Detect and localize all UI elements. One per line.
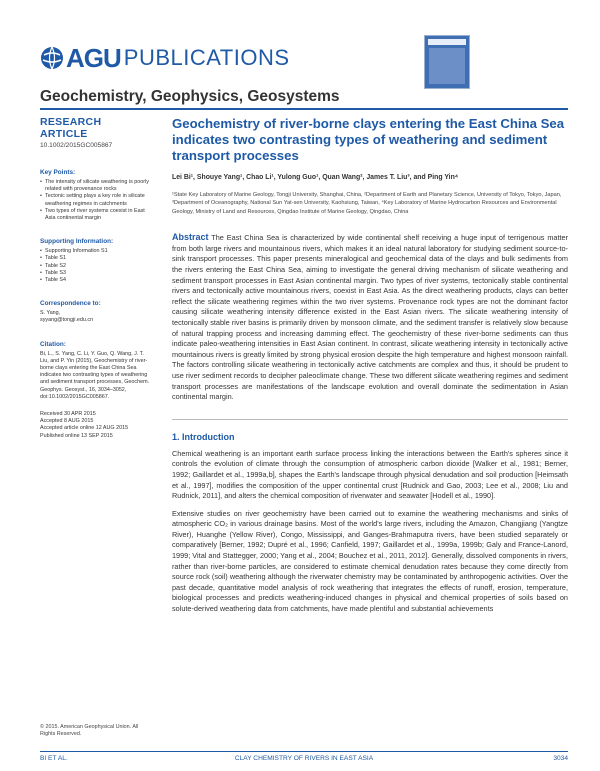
supporting-info-list (40, 248, 150, 284)
supporting-info-link[interactable]: • Table S4 (40, 277, 150, 284)
date-published: Published online 13 SEP 2015 (40, 432, 113, 439)
key-points-list (40, 179, 150, 222)
page-number: 3034 (553, 755, 568, 762)
article-type: RESEARCH ARTICLE (40, 116, 102, 140)
section-divider (172, 419, 568, 420)
supporting-info-link[interactable]: • Table S2 (40, 263, 150, 270)
abstract-block (172, 232, 568, 403)
date-accepted-online: Accepted article online 12 AUG 2015 (40, 425, 129, 432)
supporting-info-link[interactable]: • Supporting Information S1 (40, 248, 150, 255)
footer-running-title: CLAY CHEMISTRY OF RIVERS IN EAST ASIA (234, 755, 374, 762)
key-point: • The intensity of silicate weathering is poorly related with provenance rocks (40, 179, 150, 193)
article-authors: Lei Bi¹, Shouye Yang¹, Chao Li¹, Yulong Guo¹, Quan Wang², James T. Liu³, and Ping Yin⁴ (172, 174, 459, 181)
logo-agu-text: AGU (66, 42, 121, 73)
article-affiliations: ¹State Key Laboratory of Marine Geology, Tongji University, Shanghai, China, ²Department of Earth and Planetary Science, University of Tokyo, Tokyo, Japan, ³Department of Oceanography, National Sun Yat-sen University, Kaohsiung, Taiwan, ⁴Key Laboratory of Marine Hydrocarbon Resources and Environmental Geology, Ministry of Land and Resources, Qingdao Institute of Marine Geology, Qingdao, China (172, 192, 562, 215)
article-main (172, 116, 568, 615)
article-title: Geochemistry of river-borne clays entering the East China Sea indicates two contrasting types of weathering and sediment transport processes (172, 116, 565, 163)
supporting-info-link[interactable]: • Table S1 (40, 255, 150, 262)
abstract-label: Abstract (172, 232, 209, 243)
publication-dates (40, 411, 150, 440)
key-point: • Tectonic setting plays a key role in silicate weathering regimes in catchments (40, 193, 150, 207)
header-rule (40, 108, 568, 110)
globe-icon (40, 46, 64, 70)
journal-name: Geochemistry, Geophysics, Geosystems (40, 88, 340, 105)
correspondence-heading: Correspondence to: (40, 300, 101, 308)
logo-publications-text: PUBLICATIONS (123, 45, 290, 70)
article-sidebar (40, 116, 150, 440)
supporting-info-link[interactable]: • Table S3 (40, 270, 150, 277)
correspondence-text: S. Yang, syyang@tongji.edu.cn (40, 310, 94, 324)
supporting-info-heading: Supporting Information: (40, 238, 114, 246)
date-accepted: Accepted 8 AUG 2015 (40, 418, 94, 425)
section-heading: 1. Introduction (172, 431, 235, 442)
citation-heading: Citation: (40, 340, 66, 348)
citation-text: Bi, L., S. Yang, C. Li, Y. Guo, Q. Wang, J. T. Liu, and P. Yin (2015), Geochemistry of river-borne clays entering the East China Sea indicates two contrasting types of weathering and sediment transport processes, Geochem. Geophys. Geosyst., 16, 3034–3052, doi:10.1002/2015GC005867. (40, 350, 150, 400)
key-points-heading: Key Points: (40, 169, 76, 176)
body-paragraph: Extensive studies on river geochemistry have been carried out to examine the weathering mechanisms and sinks of atmospheric CO₂ in various drainage basins. Most of the world's large rivers, including the Amazon, Changjiang (Yangtze River), Huanghe (Yellow River), Congo, Mississippi, and Ganges-Brahmaputra rivers, have been studied separately or comparatively [Berner, 1992; Dupré et al., 1996; Canfield, 1997; Gaillardet et al., 1999a, 1999b; Galy and France-Lanord, 1999; Vital and Stattegger, 2000; Yang et al., 2004; Bouchez et al., 2011, 2012]. Generally, dissolved components in rivers, rather than river-borne particles, are considered to estimate chemical denudation rates because they come directly from source rock (soil) weathering although the riverwater chemistry may be contaminated by anthropogenic activities. Over the past decade, quantitative model analysis of rock weathering that integrates the effects of runoff, erosion, temperature, biological processes and predicts weathering-induced changes in physical and chemical properties of soils based on solute-derived weathering data from catchments, have made plentiful and substantial achievements (172, 508, 568, 614)
copyright-notice: © 2015. American Geophysical Union. All Rights Reserved. (40, 724, 139, 738)
date-received: Received 30 APR 2015 (40, 411, 96, 418)
agu-publications-logo (40, 42, 290, 74)
journal-cover-thumbnail (424, 35, 470, 89)
footer-rule (40, 751, 568, 752)
footer-authors: BI ET AL. (40, 755, 68, 762)
abstract-text: The East China Sea is characterized by wide continental shelf receiving a huge input of terrigenous matter from both large rivers and mountainous rivers, which makes it an ideal natural laboratory for studying sediment source-to-sink transport processes. This paper presents mineralogical and geochemical data of the clays and bulk sediments from the rivers entering the East China Sea, aiming to investigate the general driving mechanism of silicate weathering and sediment transport processes in East Asian continental margin. Two types of river systems, tectonically stable continental rivers and tectonically active mountainous rivers, coexist in East Asia. As the direct weathering products, clays can better reflect the silicate weathering regimes within the two river systems. Provenance rock types are not the dominant factor causing silicate weathering intensity difference existed in the East Asian rivers. The silicate weathering intensity of tectonically stable river basins is primarily driven by monsoon climate, and the sediment transfer is relatively slow because of natural trapping process and increasing damming effect. The geochemistry of these river-borne sediments can thus indicate paleo-weathering intensities in East Asian continent. In contrast, silicate weathering intensity in tectonically active mountainous rivers is greatly limited by strong physical erosion despite the high temperature and highest monsoon rainfall. The factors controlling silicate weathering in tectonically active catchments are complex and thus, it should be prudent to use river sediment records to decipher paleoclimate change. These two different silicate weathering regimes and sediment transport processes are manifestations of the landscape evolution and overall dominate the sedimentation in Asian continental margin. (172, 233, 568, 402)
key-point: • Two types of river systems coexist in East Asia continental margin (40, 208, 150, 222)
doi-link[interactable]: 10.1002/2015GC005867 (40, 142, 113, 149)
body-paragraph: Chemical weathering is an important earth surface process linking the interactions between the Earth's spheres since it controls the evolution of climate through the consumption of atmospheric carbon dioxide [Walker et al., 1981; Berner, 1992; Gaillardet et al., 1999a,b], shapes the Earth's landscape through physical denudation and soil production [Heimsath et al., 1997], modifies the composition of the upper continental crust [Rudnick and Gao, 2003; Lee et al., 2008; Liu and Rudnick, 2011], and alters the chemical composition of riverwater and seawater [Hodell et al., 1990]. (172, 448, 568, 501)
